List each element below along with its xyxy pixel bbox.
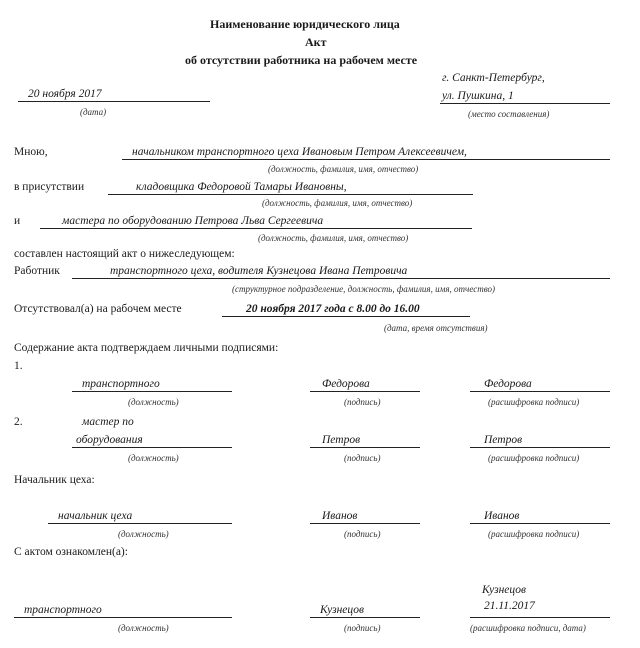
head-name-caption: (расшифровка подписи) [488, 529, 580, 539]
worker-line [72, 278, 610, 279]
head-position-caption: (должность) [118, 529, 169, 539]
head-name: Иванов [484, 510, 520, 522]
by-line [122, 159, 610, 160]
absent-caption: (дата, время отсутствия) [384, 323, 488, 333]
ack-date-value: 21.11.2017 [484, 600, 535, 612]
doc-subject: об отсутствии работника на рабочем месте [185, 53, 418, 67]
date-value: 20 ноября 2017 [28, 88, 102, 100]
head-signature-line [310, 523, 420, 524]
signer-1-name: Федорова [484, 378, 532, 390]
date-line [18, 101, 210, 102]
presence-value: кладовщика Федоровой Тамары Ивановны, [136, 181, 347, 193]
head-name-line [470, 523, 610, 524]
ack-name-caption: (расшифровка подписи, дата) [470, 623, 586, 633]
ack-position-caption: (должность) [118, 623, 169, 633]
signer-1-position: транспортного [82, 378, 160, 390]
and-line [40, 228, 472, 229]
ack-label: С актом ознакомлен(а): [14, 546, 128, 558]
presence-label: в присутствии [14, 181, 85, 193]
signer-1-signature-caption: (подпись) [344, 397, 381, 407]
signer-1-signature: Федорова [322, 378, 370, 390]
signer-1-position-line [72, 391, 232, 392]
ack-signature-caption: (подпись) [344, 623, 381, 633]
ack-name-line [470, 617, 610, 618]
signer-1-num: 1. [14, 360, 23, 372]
signer-2-position: оборудования [76, 434, 143, 446]
city-value: г. Санкт-Петербург, [442, 72, 545, 84]
head-signature: Иванов [322, 510, 358, 522]
and-caption: (должность, фамилия, имя, отчество) [258, 233, 409, 243]
worker-value: транспортного цеха, водителя Кузнецова Ивана Петровича [110, 265, 408, 277]
ack-signature-line [310, 617, 420, 618]
absent-value: 20 ноября 2017 года с 8.00 до 16.00 [246, 303, 420, 315]
address-caption: (место составления) [468, 109, 550, 119]
address-value: ул. Пушкина, 1 [442, 90, 514, 102]
head-label: Начальник цеха: [14, 474, 95, 486]
signer-1-name-caption: (расшифровка подписи) [488, 397, 580, 407]
presence-line [108, 194, 473, 195]
signer-2-signature: Петров [322, 434, 361, 446]
org-name: Наименование юридического лица [210, 17, 400, 31]
by-caption: (должность, фамилия, имя, отчество) [268, 164, 419, 174]
signer-2-position-pre: мастер по [82, 416, 134, 428]
signer-1-signature-line [310, 391, 420, 392]
and-label: и [14, 215, 21, 227]
signer-2-name-caption: (расшифровка подписи) [488, 453, 580, 463]
ack-name-value: Кузнецов [482, 584, 527, 596]
head-position-line [48, 523, 232, 524]
absent-line [222, 316, 470, 317]
head-position: начальник цеха [58, 510, 133, 522]
confirm-text: Содержание акта подтверждаем личными подписями: [14, 342, 279, 354]
doc-type: Акт [305, 35, 327, 49]
by-value: начальником транспортного цеха Ивановым Петром Алексеевичем, [132, 146, 467, 158]
presence-caption: (должность, фамилия, имя, отчество) [262, 198, 413, 208]
signer-2-signature-line [310, 447, 420, 448]
ack-position: транспортного [24, 604, 102, 616]
signer-2-num: 2. [14, 416, 23, 428]
absent-label: Отсутствовал(а) на рабочем месте [14, 303, 182, 315]
signer-2-name: Петров [484, 434, 523, 446]
ack-signature: Кузнецов [320, 604, 365, 616]
signer-2-name-line [470, 447, 610, 448]
address-line [440, 103, 610, 104]
signer-2-signature-caption: (подпись) [344, 453, 381, 463]
signer-1-name-line [470, 391, 610, 392]
by-label: Мною, [14, 146, 48, 158]
head-signature-caption: (подпись) [344, 529, 381, 539]
signer-1-position-caption: (должность) [128, 397, 179, 407]
signer-2-position-caption: (должность) [128, 453, 179, 463]
ack-position-line [14, 617, 232, 618]
worker-caption: (структурное подразделение, должность, фамилия, имя, отчество) [232, 284, 495, 294]
worker-label: Работник [14, 265, 60, 277]
and-value: мастера по оборудованию Петрова Льва Сергеевича [62, 215, 324, 227]
date-caption: (дата) [80, 107, 107, 117]
composed-text: составлен настоящий акт о нижеследующем: [14, 248, 235, 260]
signer-2-position-line [72, 447, 232, 448]
